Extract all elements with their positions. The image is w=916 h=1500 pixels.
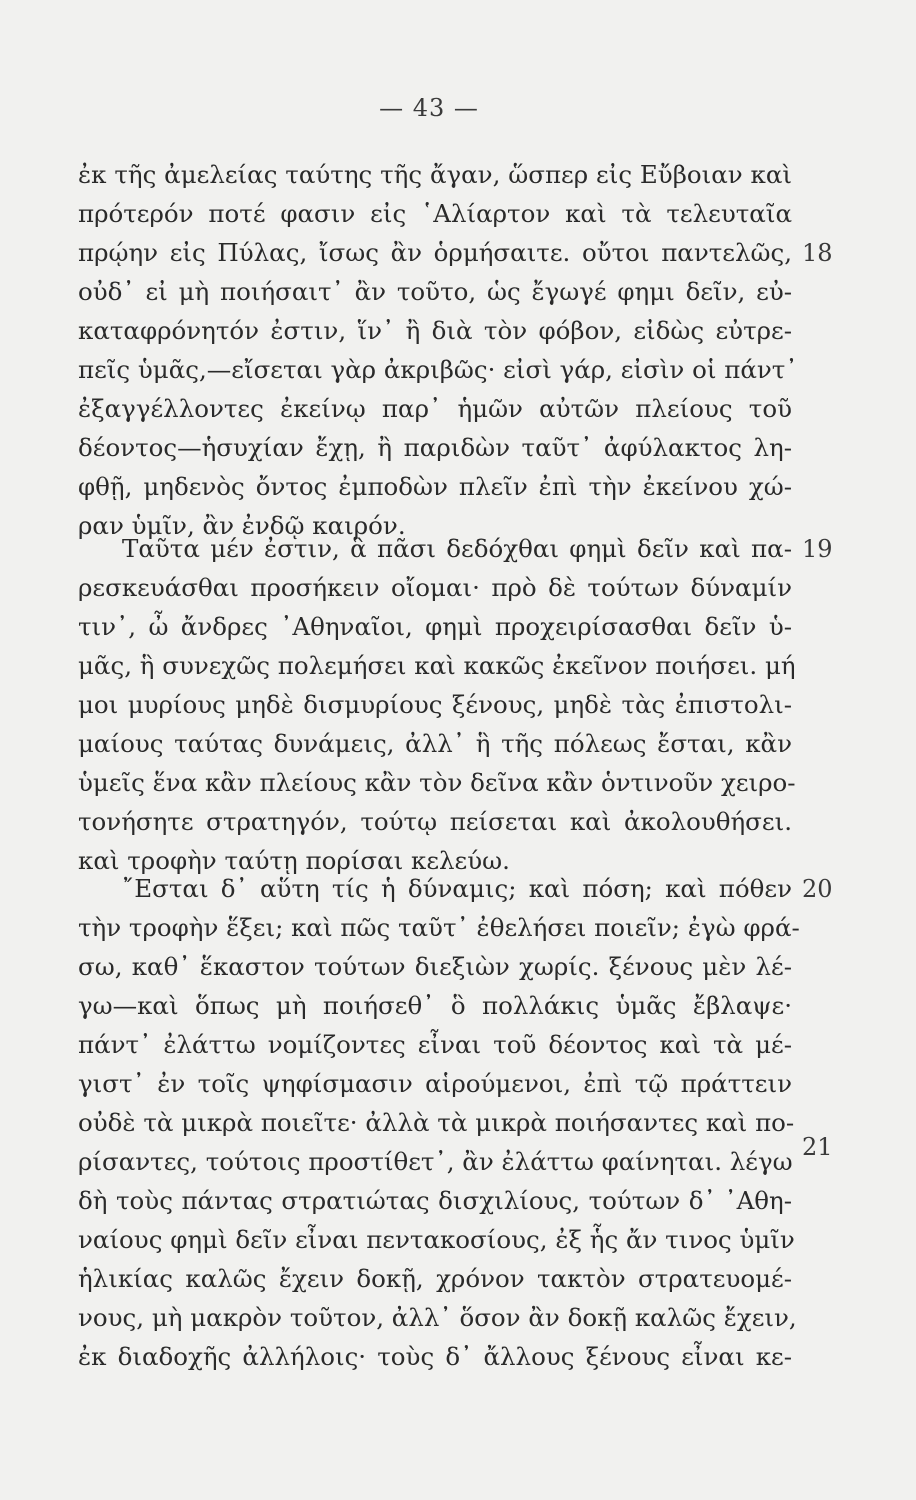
text-line: ρίσαντες, τούτοις προστίθετ᾽, ἂν ἐλάττω φαίνηται. λέγω bbox=[78, 1147, 793, 1176]
text-line: σω, καθ᾽ ἕκαστον τούτων διεξιὼν χωρίς. ξένους μὲν λέ- bbox=[78, 952, 792, 981]
text-line: μᾶς, ἣ συνεχῶς πολεμήσει καὶ κακῶς ἐκεῖνον ποιήσει. μή bbox=[78, 651, 796, 680]
text-line: ὑμεῖς ἕνα κἂν πλείους κἂν τὸν δεῖνα κἂν ὁντινοῦν χειρο- bbox=[78, 768, 796, 797]
text-line: ἐκ διαδοχῆς ἀλλήλοις· τοὺς δ᾽ ἄλλους ξένους εἶναι κε- bbox=[78, 1342, 792, 1371]
section-number: 19 bbox=[802, 535, 833, 563]
section-number: 20 bbox=[802, 875, 833, 903]
text-line: πεῖς ὑμᾶς,—εἴσεται γὰρ ἀκριβῶς· εἰσὶ γάρ, εἰσὶν οἱ πάντ᾽ bbox=[78, 355, 798, 384]
text-line: ἡλικίας καλῶς ἔχειν δοκῇ, χρόνον τακτὸν στρατευομέ- bbox=[78, 1264, 792, 1293]
text-line: πρῴην εἰς Πύλας, ἴσως ἂν ὁρμήσαιτε. οὔτοι παντελῶς, bbox=[78, 238, 792, 267]
text-line: ἐξαγγέλλοντες ἐκείνῳ παρ᾽ ἡμῶν αὐτῶν πλείους τοῦ bbox=[78, 394, 792, 423]
text-line: γω—καὶ ὅπως μὴ ποιήσεθ᾽ ὃ πολλάκις ὑμᾶς ἔβλαψε· bbox=[78, 991, 792, 1020]
text-line: τονήσητε στρατηγόν, τούτῳ πείσεται καὶ ἀκολουθήσει. bbox=[78, 807, 792, 836]
text-line: μαίους ταύτας δυνάμεις, ἀλλ᾽ ἣ τῆς πόλεως ἔσται, κἂν bbox=[78, 729, 792, 758]
text-line: πάντ᾽ ἐλάττω νομίζοντες εἶναι τοῦ δέοντος καὶ τὰ μέ- bbox=[78, 1030, 792, 1059]
text-line: καταφρόνητόν ἐστιν, ἵν᾽ ἢ διὰ τὸν φόβον, εἰδὼς εὐτρε- bbox=[78, 316, 792, 345]
text-line: οὐδὲ τὰ μικρὰ ποιεῖτε· ἀλλὰ τὰ μικρὰ ποιήσαντες καὶ πο- bbox=[78, 1108, 795, 1137]
text-line: ἐκ τῆς ἀμελείας ταύτης τῆς ἄγαν, ὥσπερ εἰς Εὔβοιαν καὶ bbox=[78, 160, 792, 189]
paragraph-start-line: ῎Εσται δ᾽ αὕτη τίς ἡ δύναμις; καὶ πόση; καὶ πόθεν bbox=[122, 874, 792, 903]
section-number: 21 bbox=[802, 1133, 833, 1161]
section-number: 18 bbox=[802, 239, 833, 267]
text-line: μοι μυρίους μηδὲ δισμυρίους ξένους, μηδὲ τὰς ἐπιστολι- bbox=[78, 690, 792, 719]
text-line: ναίους φημὶ δεῖν εἶναι πεντακοσίους, ἐξ ἧς ἄν τινος ὑμῖν bbox=[78, 1225, 795, 1254]
text-line: τὴν τροφὴν ἕξει; καὶ πῶς ταῦτ᾽ ἐθελήσει ποιεῖν; ἐγὼ φρά- bbox=[78, 913, 800, 942]
text-line: νους, μὴ μακρὸν τοῦτον, ἀλλ᾽ ὅσον ἂν δοκῇ καλῶς ἔχειν, bbox=[78, 1303, 797, 1332]
text-line: ρεσκευάσθαι προσήκειν οἴομαι· πρὸ δὲ τούτων δύναμίν bbox=[78, 573, 792, 602]
text-line: δέοντος—ἡσυχίαν ἔχῃ, ἢ παριδὼν ταῦτ᾽ ἀφύλακτος λη- bbox=[78, 433, 792, 462]
page-number: — 43 — bbox=[379, 94, 479, 122]
text-line: καὶ τροφὴν ταύτῃ πορίσαι κελεύω. bbox=[78, 846, 510, 875]
text-line: ραν ὑμῖν, ἂν ἐνδῷ καιρόν. bbox=[78, 511, 406, 540]
text-line: δὴ τοὺς πάντας στρατιώτας δισχιλίους, τούτων δ᾽ ᾽Αθη- bbox=[78, 1186, 792, 1215]
text-line: πρότερόν ποτέ φασιν εἰς ῾Αλίαρτον καὶ τὰ τελευταῖα bbox=[78, 199, 792, 228]
text-line: φθῇ, μηδενὸς ὄντος ἐμποδὼν πλεῖν ἐπὶ τὴν ἐκείνου χώ- bbox=[78, 472, 792, 501]
text-line: οὐδ᾽ εἰ μὴ ποιήσαιτ᾽ ἂν τοῦτο, ὡς ἔγωγέ φημι δεῖν, εὐ- bbox=[78, 277, 792, 306]
text-line: τιν᾽, ὦ ἄνδρες ᾽Αθηναῖοι, φημὶ προχειρίσασθαι δεῖν ὑ- bbox=[78, 612, 792, 641]
text-line: γιστ᾽ ἐν τοῖς ψηφίσμασιν αἱρούμενοι, ἐπὶ τῷ πράττειν bbox=[78, 1069, 792, 1098]
paragraph-start-line: Ταῦτα μέν ἐστιν, ἃ πᾶσι δεδόχθαι φημὶ δεῖν καὶ πα- bbox=[122, 534, 792, 563]
